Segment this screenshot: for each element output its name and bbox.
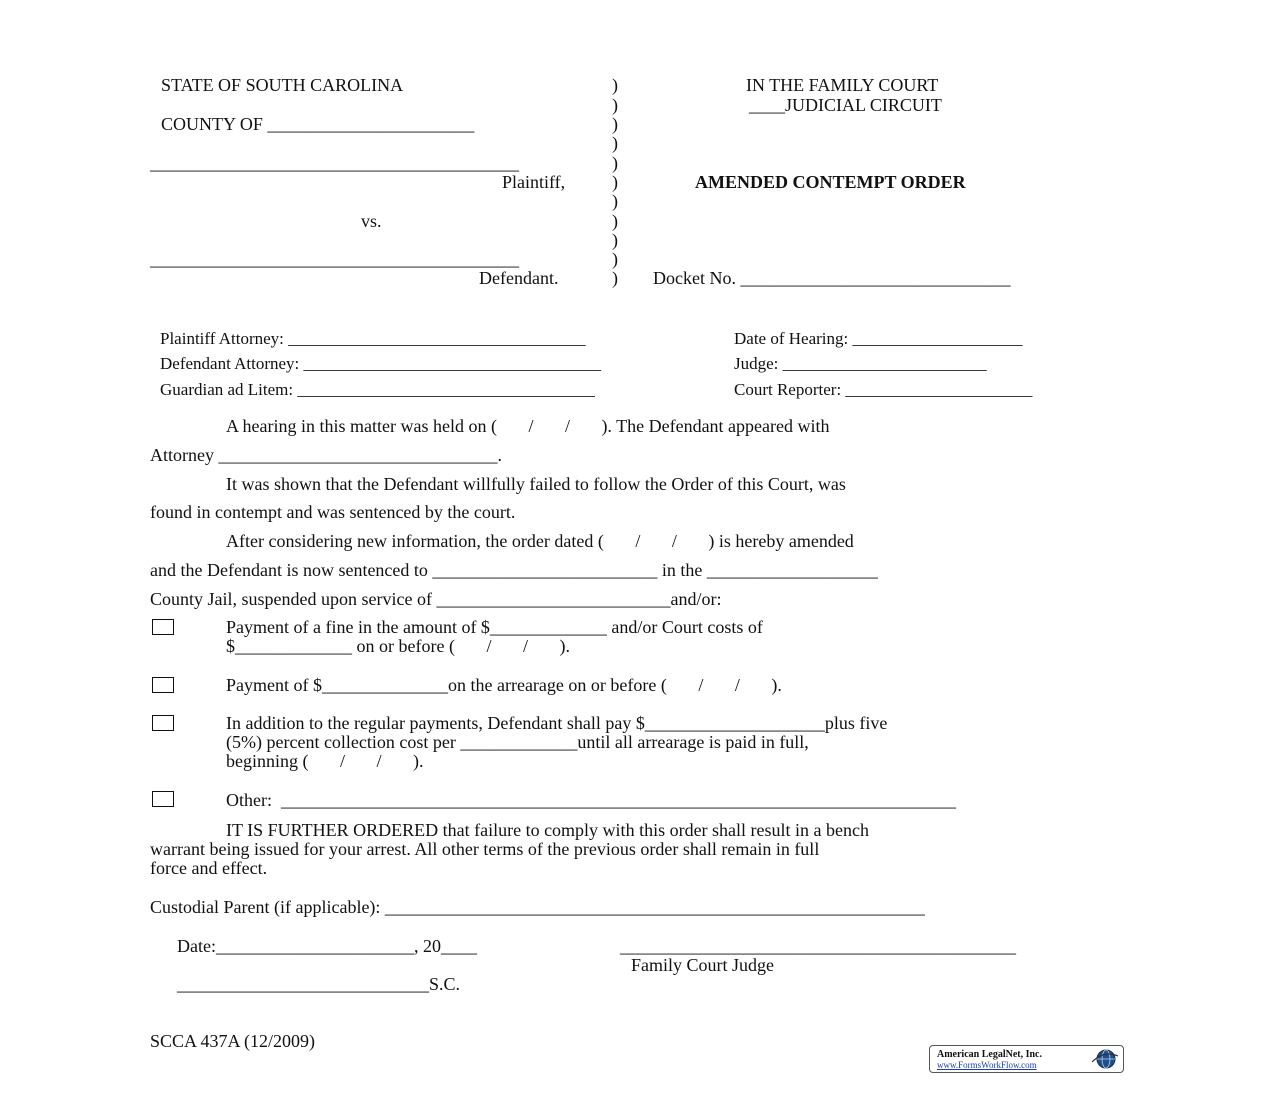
logo-url-link[interactable]: www.FormsWorkFlow.com <box>937 1060 1037 1070</box>
further-ordered-text: that failure to comply with this order shall result in a bench <box>438 820 870 840</box>
caption-bracket: ) <box>612 114 618 134</box>
further-ordered-line <box>226 821 869 839</box>
custodial-parent-field[interactable]: Custodial Parent (if applicable): ____________________________________________________________ <box>150 897 925 917</box>
judge-signature-line[interactable]: ____________________________________________ <box>620 936 1016 956</box>
sentence-jail-line[interactable]: and the Defendant is now sentenced to _________________________ in the ___________________ <box>150 560 878 580</box>
defendant-name-line[interactable]: _________________________________________ <box>150 249 519 269</box>
contempt-paragraph-line: It was shown that the Defendant willfully failed to follow the Order of this Court, was <box>226 474 846 494</box>
defendant-attorney-sentence[interactable]: Attorney _______________________________. <box>150 445 502 465</box>
fine-checkbox[interactable] <box>152 619 174 635</box>
globe-icon <box>1089 1048 1119 1070</box>
caption-bracket: ) <box>612 172 618 192</box>
caption-bracket: ) <box>612 95 618 115</box>
arrearage-checkbox[interactable] <box>152 677 174 693</box>
defendant-label: Defendant. <box>479 268 559 288</box>
date-of-hearing-field[interactable]: Date of Hearing: ____________________ <box>734 329 1023 348</box>
defendant-attorney-field[interactable]: Defendant Attorney: ___________________________________ <box>160 354 602 373</box>
date-signed-field[interactable]: Date:______________________, 20____ <box>177 936 477 956</box>
caption-bracket: ) <box>612 153 618 173</box>
city-sc-field[interactable]: ____________________________S.C. <box>177 974 461 994</box>
court-name: IN THE FAMILY COURT <box>746 75 939 95</box>
amended-order-date-sentence[interactable]: After considering new information, the order dated ( / / ) is hereby amended <box>226 531 854 551</box>
arrearage-option-line[interactable]: Payment of $______________on the arrearage on or before ( / / ). <box>226 675 782 695</box>
judicial-circuit-field[interactable]: ____JUDICIAL CIRCUIT <box>749 95 942 115</box>
contempt-paragraph-line: found in contempt and was sentenced by the court. <box>150 502 516 522</box>
caption-bracket: ) <box>612 211 618 231</box>
caption-bracket: ) <box>612 249 618 269</box>
further-ordered-line: force and effect. <box>150 858 268 878</box>
state-label: STATE OF SOUTH CAROLINA <box>161 75 404 95</box>
additional-payment-line[interactable]: beginning ( / / ). <box>226 751 424 771</box>
caption-bracket: ) <box>612 191 618 211</box>
form-id: SCCA 437A (12/2009) <box>150 1031 316 1051</box>
county-field[interactable]: COUNTY OF _______________________ <box>161 114 475 134</box>
other-option-field[interactable]: Other: ___________________________________________________________________________ <box>226 790 956 810</box>
plaintiff-name-line[interactable]: _________________________________________ <box>150 153 519 173</box>
guardian-ad-litem-field[interactable]: Guardian ad Litem: ___________________________________ <box>160 380 595 399</box>
caption-bracket: ) <box>612 230 618 250</box>
judge-signature-label: Family Court Judge <box>631 955 774 975</box>
caption-bracket: ) <box>612 268 618 288</box>
further-ordered-caps: IT IS FURTHER ORDERED <box>226 820 439 840</box>
docket-number-field[interactable]: Docket No. ______________________________ <box>653 268 1011 288</box>
additional-payment-line[interactable]: (5%) percent collection cost per _____________until all arrearage is paid in full, <box>226 732 809 752</box>
document-title: AMENDED CONTEMPT ORDER <box>695 172 966 192</box>
court-reporter-field[interactable]: Court Reporter: ______________________ <box>734 380 1033 399</box>
caption-bracket: ) <box>612 133 618 153</box>
additional-payment-checkbox[interactable] <box>152 715 174 731</box>
further-ordered-line: warrant being issued for your arrest. All other terms of the previous order shall remain in full <box>150 839 820 859</box>
fine-option-line[interactable]: Payment of a fine in the amount of $_____________ and/or Court costs of <box>226 617 763 637</box>
legalnet-logo[interactable] <box>929 1045 1124 1073</box>
plaintiff-label: Plaintiff, <box>502 172 566 192</box>
other-checkbox[interactable] <box>152 791 174 807</box>
plaintiff-attorney-field[interactable]: Plaintiff Attorney: ___________________________________ <box>160 329 586 348</box>
judge-field[interactable]: Judge: ________________________ <box>734 354 987 373</box>
hearing-date-sentence[interactable]: A hearing in this matter was held on ( / / ). The Defendant appeared with <box>226 416 830 436</box>
caption-bracket: ) <box>612 75 618 95</box>
additional-payment-line[interactable]: In addition to the regular payments, Defendant shall pay $____________________plus five <box>226 713 888 733</box>
versus-label: vs. <box>361 211 382 231</box>
suspended-service-line[interactable]: County Jail, suspended upon service of __________________________and/or: <box>150 589 722 609</box>
logo-company-name: American LegalNet, Inc. <box>937 1049 1042 1060</box>
fine-option-line[interactable]: $_____________ on or before ( / / ). <box>226 636 570 656</box>
